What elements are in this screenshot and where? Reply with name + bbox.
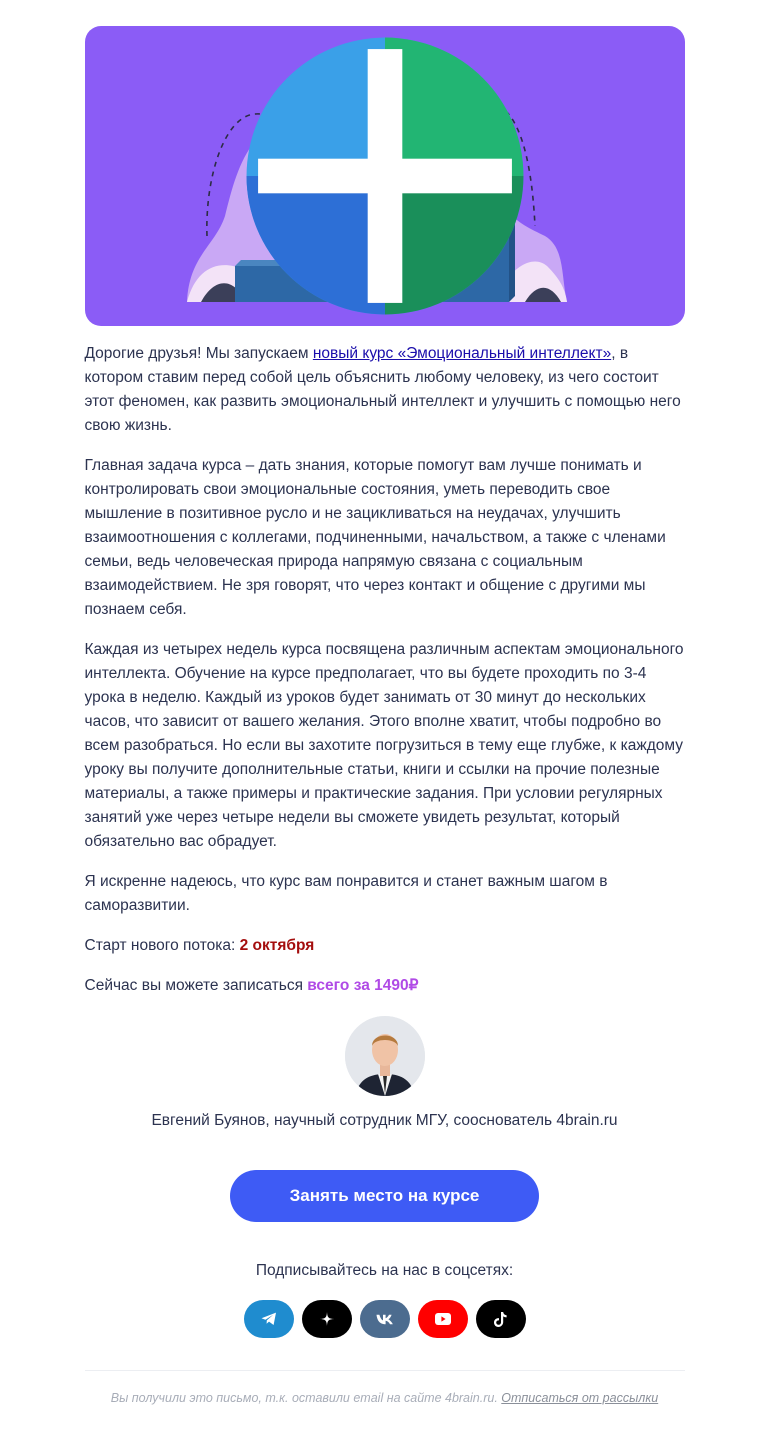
youtube-icon [435,1313,451,1325]
social-title: Подписывайтесь на нас в соцсетях: [255,1262,514,1279]
closing-paragraph: Я искренне надеюсь, что курс вам понравится и станет важным шагом в саморазвитии. [84,873,608,914]
telegram-icon [261,1312,277,1326]
dzen-button[interactable] [302,1300,352,1338]
intro-paragraph: Дорогие друзья! Мы запускаем новый курс «Эмоциональный интеллект», в котором ставим перед собой цель объяснить любому человеку, из чего состоит этот феномен, как развить эмоциональный интеллект и улучшить с помощью него свою жизнь. [84,345,681,434]
social-links [85,1300,685,1338]
author-block [85,1016,685,1130]
course-link[interactable]: новый курс «Эмоциональный интеллект» [312,345,612,362]
dzen-icon [320,1312,334,1326]
unsubscribe-link[interactable]: Отписаться от рассылки [501,1391,659,1405]
enroll-button[interactable]: Занять место на курсе [230,1170,539,1222]
price-line: Сейчас вы можете записаться всего за 1490₽ [84,977,419,994]
hero-banner [85,26,685,326]
telegram-button[interactable] [244,1300,294,1338]
footer: Вы получили это письмо, т.к. оставили email на сайте 4brain.ru. Отписаться от рассылки [110,1391,659,1405]
4brain-logo-icon [85,26,685,326]
youtube-button[interactable] [418,1300,468,1338]
course-goal-paragraph: Главная задача курса – дать знания, которые помогут вам лучше понимать и контролировать свои эмоциональные состояния, уметь переводить свое мышление в позитивное русло и не зацикливаться на неудачах, улучшить взаимоотношения с коллегами, подчиненными, начальством, а также с членами семьи, ведь человеческая природа напрямую связана с социальным взаимодействием. Не зря говорят, что через контакт и общение с другими мы познаем себя. [84,457,666,618]
start-date-line: Старт нового потока: 2 октября [84,937,315,954]
course-structure-paragraph: Каждая из четырех недель курса посвящена различным аспектам эмоционального интеллекта. Обучение на курсе предполагает, что вы будете проходить по 3-4 урока в неделю. Каждый из уроков будет занимать от 30 минут до нескольких часов, что зависит от вашего желания. Этого вполне хватит, чтобы подробно во всем разобраться. Но если вы захотите погрузиться в тему еще глубже, к каждому уроку вы получите дополнительные статьи, книги и ссылки на прочие полезные материалы, а также примеры и практические задания. При условии регулярных занятий уже через четыре недели вы сможете увидеть результат, который обязательно вас обрадует. [84,641,684,850]
tiktok-icon [494,1312,507,1327]
vk-icon [376,1314,394,1325]
email-container [85,0,685,1405]
author-caption: Евгений Буянов, научный сотрудник МГУ, сооснователь 4brain.ru [151,1112,618,1129]
start-date: 2 октября [239,937,315,954]
vk-button[interactable] [360,1300,410,1338]
price-value: всего за 1490₽ [307,977,419,994]
avatar [345,1016,425,1096]
footer-divider [85,1370,685,1371]
cta-wrap [85,1170,685,1222]
tiktok-button[interactable] [476,1300,526,1338]
author-portrait [345,1016,425,1096]
email-body [85,342,685,998]
